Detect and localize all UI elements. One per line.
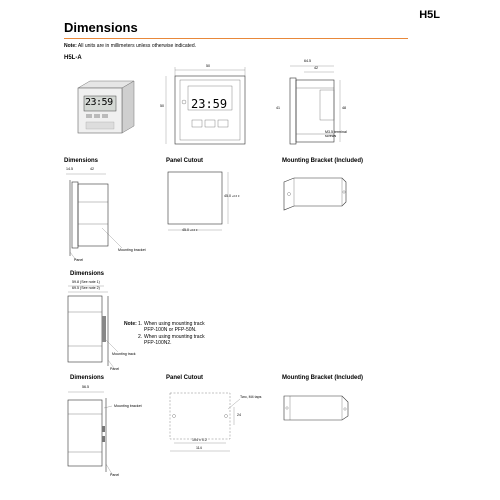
side-view [276, 58, 356, 150]
section-label: H5L-A [64, 55, 82, 61]
front-readout: 23:59 [191, 97, 228, 111]
row2-dimensions-header: Dimensions [64, 158, 99, 164]
row4-dimensions-drawing [64, 384, 144, 478]
row3-dim-b: 69.5 (See note 2) [72, 286, 100, 290]
side-label-a: 48 [342, 106, 346, 110]
cutout-height-value: 45.0 [224, 194, 231, 198]
row4-dim-v: 24 [237, 413, 241, 417]
row3-note2-num: 2. [138, 333, 143, 340]
model-label: H5L [419, 9, 440, 21]
row3-note-label: Note: [124, 321, 137, 327]
cutout-width-value: 45.0 [182, 228, 189, 232]
row2-cutout-svg [164, 170, 248, 240]
side-top-label: 64.5 [304, 59, 311, 63]
note-label: Note: [64, 43, 77, 49]
cutout-height-tol: +0.6 0 [232, 195, 240, 198]
row4-dim-w2: 114 [196, 446, 202, 450]
row4-mounting-bracket: Mounting bracket [114, 404, 142, 408]
side-label-b: 41 [276, 106, 280, 110]
row4-dimensions-svg [64, 384, 144, 478]
row3-dim-a: 59.8 (See note 1) [72, 280, 100, 284]
row2-bracket-header: Mounting Bracket (Included) [282, 158, 363, 164]
row2-panel-cutout [164, 170, 248, 240]
row4-panel-cutout [160, 385, 270, 459]
row2-dim-a: 14.5 [66, 167, 73, 171]
row4-bracket-drawing [280, 392, 352, 424]
row3-note2-line1: When using mounting track [144, 333, 205, 340]
product-photo [72, 78, 138, 136]
row2-cutout-height [224, 194, 239, 198]
row2-bracket-drawing [280, 176, 352, 212]
row4-dim-top: 56.5 [82, 385, 89, 389]
row3-note1-num: 1. [138, 321, 143, 327]
row2-bracket-svg [280, 176, 352, 212]
row4-taps: Two, M4 taps [240, 395, 262, 399]
row4-dimensions-header: Dimensions [70, 375, 105, 381]
row3-note1-line1: When using mounting track [144, 321, 205, 327]
row2-mounting-bracket-label: Mounting bracket [118, 248, 146, 252]
row3-panel: Panel [110, 367, 120, 371]
row4-cutout-header: Panel Cutout [166, 375, 203, 381]
row2-dimensions-drawing [62, 166, 152, 266]
row3-notes [124, 321, 244, 347]
units-note [64, 43, 196, 49]
front-width-label: 50 [206, 64, 210, 68]
note-text: All units are in millimeters unless otherwise indicated. [77, 43, 197, 49]
row4-bracket-header: Mounting Bracket (Included) [282, 375, 363, 381]
row3-mounting-track: Mounting track [112, 352, 136, 356]
row3-note2-line2: PFP-100N2. [144, 340, 172, 347]
row2-cutout-width [182, 228, 197, 232]
row2-cutout-header: Panel Cutout [166, 158, 203, 164]
row3-dimensions-header: Dimensions [70, 271, 105, 277]
row4-panel: Panel [110, 473, 120, 477]
front-view [160, 62, 260, 148]
front-height-label: 50 [160, 104, 164, 108]
terminal-note: M3.5 terminal screws [325, 130, 347, 139]
row4-bracket-svg [280, 392, 352, 424]
row3-note1-line2: PFP-100N or PFP-50N. [144, 327, 197, 334]
photo-readout: 23:59 [85, 97, 113, 108]
row2-dim-b: 42 [90, 167, 94, 171]
row2-panel-label: Panel [74, 258, 84, 262]
side-inner-label: 42 [314, 66, 318, 70]
cutout-width-tol: +0.6 0 [190, 229, 198, 232]
page-title: Dimensions [64, 20, 138, 35]
header-divider [64, 38, 408, 39]
row4-dim-w1: 104 ± 0.2 [192, 438, 207, 442]
